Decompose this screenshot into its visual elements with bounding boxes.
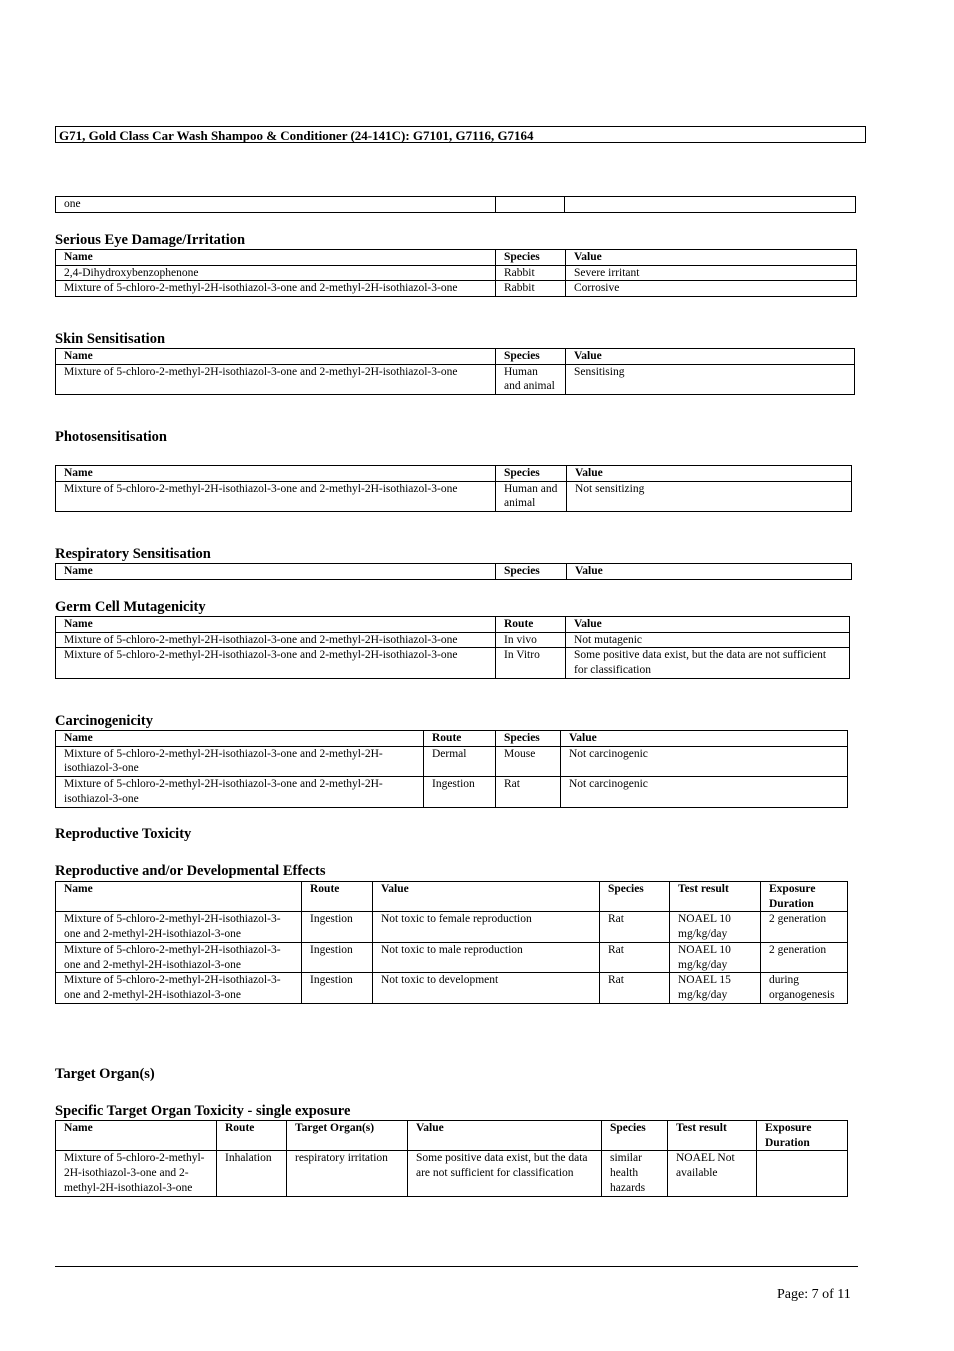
table-row bbox=[56, 1151, 848, 1196]
section-title-stot: Specific Target Organ Toxicity - single exposure bbox=[55, 1103, 351, 1119]
table-cell: Not toxic to male reproduction bbox=[373, 942, 600, 972]
column-header: Species bbox=[496, 250, 566, 266]
column-header: Name bbox=[56, 349, 496, 365]
table-cell: Mixture of 5-chloro-2-methyl-2H-isothiazol-3-one and 2-methyl-2H-isothiazol-3-one bbox=[56, 912, 302, 942]
column-header: Value bbox=[566, 349, 855, 365]
table-cell: during organogenesis bbox=[761, 973, 848, 1003]
table-cell: Dermal bbox=[424, 746, 496, 776]
table-cell: In vivo bbox=[496, 632, 566, 648]
table-row bbox=[56, 912, 848, 942]
table-cell: respiratory irritation bbox=[287, 1151, 408, 1196]
section-title-photo: Photosensitisation bbox=[55, 429, 167, 445]
carc-table bbox=[55, 730, 848, 808]
column-header: Value bbox=[567, 564, 852, 580]
column-header: Target Organ(s) bbox=[287, 1121, 408, 1151]
column-header: Value bbox=[566, 617, 850, 633]
table-cell: Rabbit bbox=[496, 281, 566, 297]
table-cell: 2 generation bbox=[761, 912, 848, 942]
table-cell: NOAEL 10 mg/kg/day bbox=[670, 942, 761, 972]
column-header: Name bbox=[56, 731, 424, 747]
table-cell: 2 generation bbox=[761, 942, 848, 972]
table-cell: Rat bbox=[600, 912, 670, 942]
table-cell: Some positive data exist, but the data are not sufficient for classification bbox=[408, 1151, 602, 1196]
page-number bbox=[777, 1287, 851, 1303]
column-header: Species bbox=[600, 882, 670, 912]
table-row bbox=[56, 632, 850, 648]
table-row bbox=[56, 265, 857, 281]
table-cell: Mixture of 5-chloro-2-methyl-2H-isothiazol-3-one and 2-methyl-2H-isothiazol-3-one bbox=[56, 746, 424, 776]
eye-table bbox=[55, 249, 857, 297]
column-header: Route bbox=[424, 731, 496, 747]
table-cell: Ingestion bbox=[302, 942, 373, 972]
table-cell: Inhalation bbox=[217, 1151, 287, 1196]
table-cell: Not carcinogenic bbox=[561, 746, 848, 776]
table-cell: NOAEL 10 mg/kg/day bbox=[670, 912, 761, 942]
repro-table bbox=[55, 881, 848, 1004]
table-cell: Sensitising bbox=[566, 364, 855, 394]
continued-table bbox=[55, 196, 856, 213]
table-cell bbox=[565, 197, 856, 213]
table-cell: Not carcinogenic bbox=[561, 777, 848, 807]
column-header: Name bbox=[56, 466, 496, 482]
table-row bbox=[56, 973, 848, 1003]
table-row bbox=[56, 777, 848, 807]
page-of: of bbox=[822, 1287, 834, 1302]
column-header: Route bbox=[302, 882, 373, 912]
table-cell: Not toxic to female reproduction bbox=[373, 912, 600, 942]
column-header: Value bbox=[566, 250, 857, 266]
section-title-repro-effects: Reproductive and/or Developmental Effects bbox=[55, 863, 326, 879]
table-cell: Mixture of 5-chloro-2-methyl-2H-isothiazol-3-one and 2-methyl-2H-isothiazol-3-one bbox=[56, 973, 302, 1003]
column-header: Name bbox=[56, 1121, 217, 1151]
column-header: Species bbox=[602, 1121, 668, 1151]
column-header: Name bbox=[56, 617, 496, 633]
table-cell: Rabbit bbox=[496, 265, 566, 281]
table-row bbox=[56, 648, 850, 678]
table-cell: Human and animal bbox=[496, 481, 567, 511]
table-cell: Not mutagenic bbox=[566, 632, 850, 648]
column-header: Test result bbox=[668, 1121, 757, 1151]
section-title-resp: Respiratory Sensitisation bbox=[55, 546, 211, 562]
table-cell: NOAEL Not available bbox=[668, 1151, 757, 1196]
table-cell: Mixture of 5-chloro-2-methyl-2H-isothiazol-3-one and 2-methyl-2H-isothiazol-3-one bbox=[56, 777, 424, 807]
column-header: Test result bbox=[670, 882, 761, 912]
footer-divider bbox=[55, 1266, 858, 1267]
column-header: Name bbox=[56, 882, 302, 912]
section-title-skin: Skin Sensitisation bbox=[55, 331, 166, 347]
table-cell: Mixture of 5-chloro-2-methyl-2H-isothiazol-3-one and 2-methyl-2H-isothiazol-3-one bbox=[56, 632, 496, 648]
column-header: Value bbox=[561, 731, 848, 747]
column-header: Species bbox=[496, 466, 567, 482]
column-header: Route bbox=[496, 617, 566, 633]
table-cell: Human and animal bbox=[496, 364, 566, 394]
page-current: 7 bbox=[811, 1287, 819, 1302]
table-cell bbox=[496, 197, 565, 213]
document-header: G71, Gold Class Car Wash Shampoo & Conditioner (24-141C): G7101, G7116, G7164 bbox=[55, 126, 866, 143]
table-cell: Not sensitizing bbox=[567, 481, 852, 511]
table-row bbox=[56, 281, 857, 297]
table-cell: Corrosive bbox=[566, 281, 857, 297]
column-header: Name bbox=[56, 564, 496, 580]
column-header: Value bbox=[373, 882, 600, 912]
photo-table bbox=[55, 465, 852, 512]
table-cell: Rat bbox=[496, 777, 561, 807]
column-header: Name bbox=[56, 250, 496, 266]
table-cell: Rat bbox=[600, 942, 670, 972]
table-row bbox=[56, 364, 855, 394]
column-header: Species bbox=[496, 349, 566, 365]
table-cell: one bbox=[56, 197, 496, 213]
table-row bbox=[56, 481, 852, 511]
table-cell: Ingestion bbox=[302, 912, 373, 942]
section-title-carc: Carcinogenicity bbox=[55, 713, 153, 729]
column-header: Value bbox=[567, 466, 852, 482]
section-title-eye: Serious Eye Damage/Irritation bbox=[55, 232, 246, 248]
column-header: Species bbox=[496, 731, 561, 747]
table-cell: Mixture of 5-chloro-2-methyl-2H-isothiazol-3-one and 2-methyl-2H-isothiazol-3-one bbox=[56, 942, 302, 972]
column-header: Species bbox=[496, 564, 567, 580]
table-cell: Mixture of 5-chloro-2-methyl-2H-isothiazol-3-one and 2-methyl-2H-isothiazol-3-one bbox=[56, 1151, 217, 1196]
column-header: Route bbox=[217, 1121, 287, 1151]
section-title-target-organ: Target Organ(s) bbox=[55, 1066, 155, 1082]
section-title-repro-toxicity: Reproductive Toxicity bbox=[55, 826, 192, 842]
table-cell: Mixture of 5-chloro-2-methyl-2H-isothiazol-3-one and 2-methyl-2H-isothiazol-3-one bbox=[56, 648, 496, 678]
page-label: Page: bbox=[777, 1287, 809, 1302]
page-total: 11 bbox=[837, 1287, 851, 1302]
resp-table bbox=[55, 563, 852, 580]
section-title-germ: Germ Cell Mutagenicity bbox=[55, 599, 206, 615]
table-cell: Mixture of 5-chloro-2-methyl-2H-isothiazol-3-one and 2-methyl-2H-isothiazol-3-one bbox=[56, 481, 496, 511]
table-cell: Mixture of 5-chloro-2-methyl-2H-isothiazol-3-one and 2-methyl-2H-isothiazol-3-one bbox=[56, 281, 496, 297]
germ-table bbox=[55, 616, 850, 679]
table-cell: Not toxic to development bbox=[373, 973, 600, 1003]
table-cell: Some positive data exist, but the data are not sufficient for classification bbox=[566, 648, 850, 678]
table-cell: Ingestion bbox=[302, 973, 373, 1003]
table-cell: Ingestion bbox=[424, 777, 496, 807]
column-header: Value bbox=[408, 1121, 602, 1151]
skin-table bbox=[55, 348, 855, 395]
table-row bbox=[56, 942, 848, 972]
table-cell: 2,4-Dihydroxybenzophenone bbox=[56, 265, 496, 281]
table-cell: Mouse bbox=[496, 746, 561, 776]
column-header: Exposure Duration bbox=[757, 1121, 848, 1151]
column-header: Exposure Duration bbox=[761, 882, 848, 912]
table-cell: NOAEL 15 mg/kg/day bbox=[670, 973, 761, 1003]
table-cell: Rat bbox=[600, 973, 670, 1003]
table-cell: Severe irritant bbox=[566, 265, 857, 281]
table-cell: Mixture of 5-chloro-2-methyl-2H-isothiazol-3-one and 2-methyl-2H-isothiazol-3-one bbox=[56, 364, 496, 394]
table-cell bbox=[757, 1151, 848, 1196]
table-row bbox=[56, 746, 848, 776]
table-cell: similar health hazards bbox=[602, 1151, 668, 1196]
stot-table bbox=[55, 1120, 848, 1197]
table-cell: In Vitro bbox=[496, 648, 566, 678]
